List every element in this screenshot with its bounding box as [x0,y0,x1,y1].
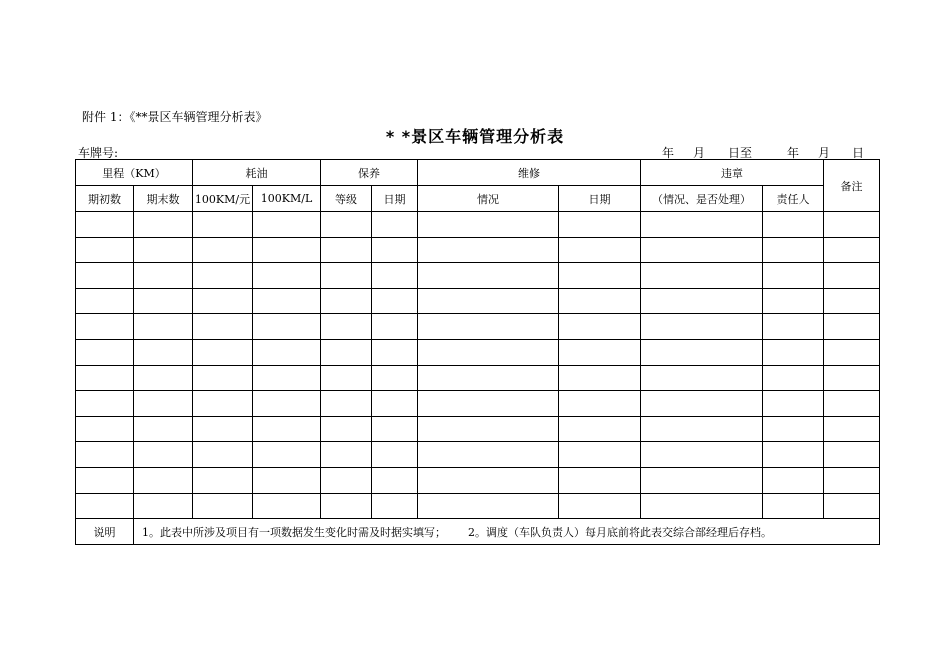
table-cell[interactable] [763,493,824,519]
table-cell[interactable] [321,391,372,417]
table-cell[interactable] [76,314,134,340]
table-cell[interactable] [559,314,641,340]
table-cell[interactable] [824,391,880,417]
page-title: * *景区车辆管理分析表 [385,127,565,146]
table-cell[interactable] [193,314,253,340]
table-cell[interactable] [134,263,193,289]
table-cell[interactable] [372,493,418,519]
table-cell[interactable] [253,314,321,340]
table-cell[interactable] [418,288,559,314]
date-day-2: 日 [852,146,865,160]
table-row [76,212,880,238]
table-cell[interactable] [418,314,559,340]
subheader-fuel-liters: 100KM/L [253,186,321,212]
table-cell[interactable] [193,237,253,263]
table-cell[interactable] [763,263,824,289]
note-item-2: 2。调度（车队负责人）每月底前将此表交综合部经理后存档。 [468,525,772,539]
table-cell[interactable] [193,263,253,289]
table-cell[interactable] [76,212,134,238]
table-cell[interactable] [321,416,372,442]
table-row [76,416,880,442]
note-text [134,519,880,545]
table-cell[interactable] [321,212,372,238]
table-cell[interactable] [193,339,253,365]
table-row [76,442,880,468]
vehicle-management-table [75,159,880,545]
table-cell[interactable] [418,467,559,493]
date-year-1: 年 [662,146,675,160]
table-cell[interactable] [134,442,193,468]
header-fuel: 耗油 [193,160,321,186]
table-cell[interactable] [321,493,372,519]
table-cell[interactable] [321,365,372,391]
table-row [76,339,880,365]
table-cell[interactable] [824,212,880,238]
table-cell[interactable] [253,416,321,442]
table-cell[interactable] [418,339,559,365]
table-cell[interactable] [321,339,372,365]
table-cell[interactable] [372,237,418,263]
table-cell[interactable] [372,288,418,314]
date-day-to: 日至 [728,146,753,160]
attachment-label: 附件 1：《**景区车辆管理分析表》 [82,110,268,124]
table-cell[interactable] [559,416,641,442]
subheader-fuel-cost: 100KM/元 [193,186,253,212]
table-cell[interactable] [559,237,641,263]
table-cell[interactable] [372,442,418,468]
table-cell[interactable] [824,263,880,289]
table-row [76,314,880,340]
table-cell[interactable] [193,288,253,314]
table-cell[interactable] [559,288,641,314]
table-cell[interactable] [253,237,321,263]
table-cell[interactable] [321,314,372,340]
table-cell[interactable] [253,263,321,289]
table-cell[interactable] [763,314,824,340]
table-row [76,237,880,263]
table-cell[interactable] [763,212,824,238]
table-cell[interactable] [76,416,134,442]
table-cell[interactable] [763,365,824,391]
table-cell[interactable] [824,339,880,365]
table-cell[interactable] [641,442,763,468]
table-cell[interactable] [134,391,193,417]
table-body [76,212,880,519]
table-cell[interactable] [559,339,641,365]
table-cell[interactable] [193,442,253,468]
table-cell[interactable] [372,365,418,391]
table-cell[interactable] [641,314,763,340]
table-cell[interactable] [321,288,372,314]
table-cell[interactable] [76,493,134,519]
table-cell[interactable] [253,212,321,238]
table-cell[interactable] [824,365,880,391]
table-cell[interactable] [641,416,763,442]
table-cell[interactable] [824,314,880,340]
note-item-1: 1。此表中所涉及项目有一项数据发生变化时需及时据实填写； [142,525,446,539]
table-cell[interactable] [372,314,418,340]
table-cell[interactable] [641,237,763,263]
table-cell[interactable] [193,365,253,391]
table-cell[interactable] [321,237,372,263]
table-cell[interactable] [418,442,559,468]
table-cell[interactable] [418,416,559,442]
subheader-maintenance-level: 等级 [321,186,372,212]
table-cell[interactable] [641,263,763,289]
table-cell[interactable] [763,237,824,263]
header-violation: 违章 [641,160,824,186]
table-cell[interactable] [559,263,641,289]
table-cell[interactable] [372,339,418,365]
table-row [76,288,880,314]
table-cell[interactable] [253,493,321,519]
table-cell[interactable] [763,416,824,442]
table-cell[interactable] [193,493,253,519]
table-cell[interactable] [134,212,193,238]
table-cell[interactable] [418,493,559,519]
header-repair: 维修 [418,160,641,186]
header-maintenance: 保养 [321,160,418,186]
table-cell[interactable] [559,493,641,519]
table-cell[interactable] [193,416,253,442]
table-cell[interactable] [824,416,880,442]
table-cell[interactable] [418,263,559,289]
subheader-violation-responsible: 责任人 [763,186,824,212]
table-cell[interactable] [763,467,824,493]
table-cell[interactable] [253,467,321,493]
table-cell[interactable] [76,263,134,289]
table-cell[interactable] [134,467,193,493]
table-cell[interactable] [76,288,134,314]
table-cell[interactable] [641,493,763,519]
table-cell[interactable] [134,365,193,391]
table-cell[interactable] [134,288,193,314]
table-cell[interactable] [763,442,824,468]
table-cell[interactable] [253,365,321,391]
table-cell[interactable] [253,442,321,468]
table-cell[interactable] [76,365,134,391]
table-cell[interactable] [641,467,763,493]
subheader-violation-situation: （情况、是否处理） [641,186,763,212]
table-cell[interactable] [372,467,418,493]
table-cell[interactable] [824,467,880,493]
table-cell[interactable] [321,442,372,468]
table-cell[interactable] [559,365,641,391]
table-cell[interactable] [824,442,880,468]
table-cell[interactable] [372,212,418,238]
table-cell[interactable] [134,493,193,519]
table-row [76,391,880,417]
table-cell[interactable] [559,212,641,238]
subheader-maintenance-date: 日期 [372,186,418,212]
table-cell[interactable] [253,288,321,314]
date-month-1: 月 [693,146,706,160]
subheader-repair-situation: 情况 [418,186,559,212]
table-cell[interactable] [372,263,418,289]
table-cell[interactable] [418,237,559,263]
table-cell[interactable] [134,237,193,263]
table-cell[interactable] [641,339,763,365]
table-cell[interactable] [824,493,880,519]
header-mileage: 里程（KM） [76,160,193,186]
table-cell[interactable] [253,391,321,417]
date-month-2: 月 [818,146,831,160]
table-cell[interactable] [824,288,880,314]
table-cell[interactable] [641,391,763,417]
table-cell[interactable] [134,416,193,442]
table-cell[interactable] [763,288,824,314]
table-cell[interactable] [76,237,134,263]
table-row [76,467,880,493]
table-cell[interactable] [641,365,763,391]
table-cell[interactable] [418,391,559,417]
table-cell[interactable] [641,288,763,314]
table-cell[interactable] [76,467,134,493]
subheader-end-reading: 期末数 [134,186,193,212]
plate-number-label: 车牌号: [78,146,119,160]
table-cell[interactable] [76,442,134,468]
table-cell[interactable] [253,339,321,365]
table-row [76,263,880,289]
subheader-repair-date: 日期 [559,186,641,212]
table-cell[interactable] [418,365,559,391]
table-cell[interactable] [559,467,641,493]
note-label: 说明 [76,519,134,545]
table-cell[interactable] [193,467,253,493]
subheader-start-reading: 期初数 [76,186,134,212]
table-cell[interactable] [193,391,253,417]
table-cell[interactable] [76,339,134,365]
header-remarks: 备注 [824,160,880,212]
table-cell[interactable] [134,314,193,340]
table-cell[interactable] [134,339,193,365]
table-row [76,493,880,519]
table-cell[interactable] [641,212,763,238]
table-cell[interactable] [824,237,880,263]
table-cell[interactable] [76,391,134,417]
table-cell[interactable] [372,391,418,417]
table-row [76,365,880,391]
table-cell[interactable] [321,263,372,289]
table-cell[interactable] [418,212,559,238]
table-cell[interactable] [372,416,418,442]
table-cell[interactable] [763,391,824,417]
table-cell[interactable] [559,391,641,417]
table-cell[interactable] [193,212,253,238]
table-cell[interactable] [559,442,641,468]
date-year-2: 年 [787,146,800,160]
table-cell[interactable] [321,467,372,493]
table-cell[interactable] [763,339,824,365]
